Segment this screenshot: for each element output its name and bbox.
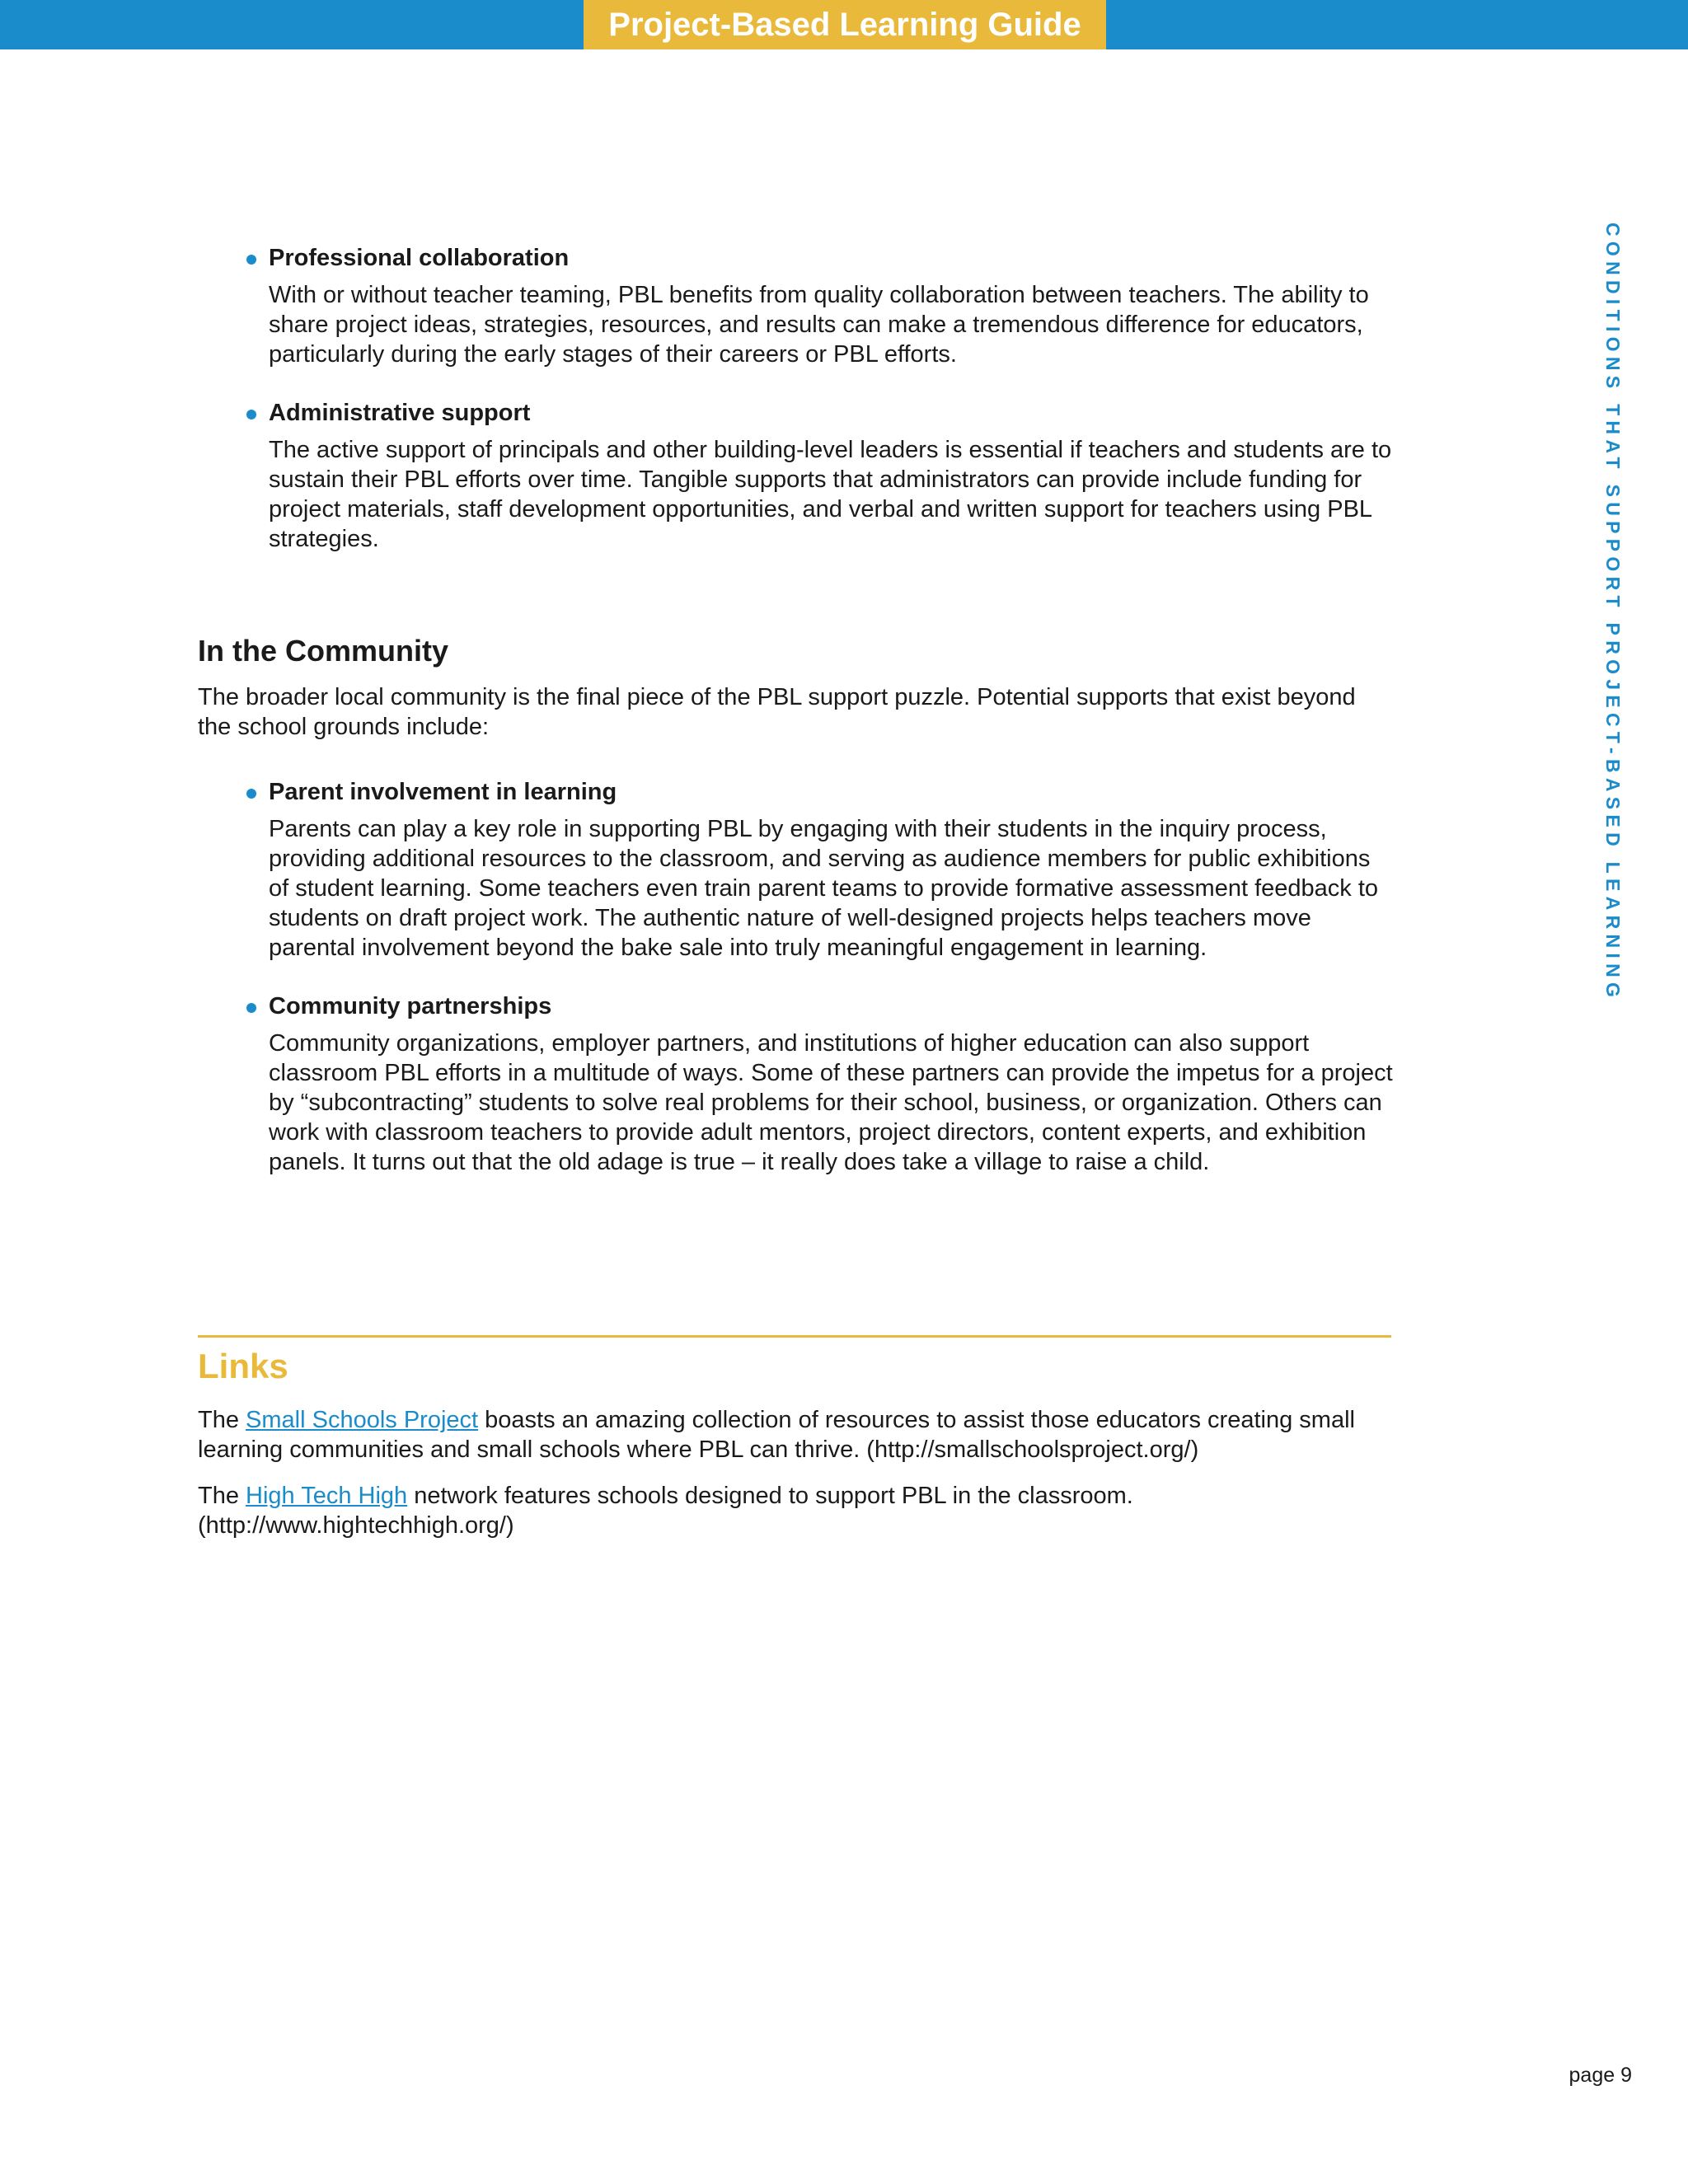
bullet-body: With or without teacher teaming, PBL benefits from quality collaboration between teachers. The ability to share project ideas, strategies, resources, and results can make a tremendous difference for educators, particularly during the early stages of their careers or PBL efforts. (269, 282, 1369, 368)
main-content (198, 241, 1393, 1557)
section-heading-community: In the Community (198, 634, 448, 668)
link-paragraph-small-schools (198, 1405, 1393, 1465)
page-title: Project-Based Learning Guide (584, 0, 1106, 49)
link-paragraph-high-tech-high (198, 1481, 1393, 1540)
bullet-list-community (198, 775, 1393, 1177)
bullet-title: Professional collaboration (269, 245, 570, 271)
links-divider (198, 1335, 1391, 1338)
bullet-dot (246, 1003, 256, 1013)
bullet-body: Community organizations, employer partners, and institutions of higher education can also support classroom PBL efforts in a multitude of ways. Some of these partners can provide the impetus for a project by “subcontracting” students to solve real problems for their school, business, or organization. Others can work with classroom teachers to provide adult mentors, project directors, content experts, and exhibition panels. It turns out that the old adage is true – it really does take a village to raise a child. (269, 1030, 1393, 1175)
link-suffix: network features schools designed to support PBL in the classroom. (http://www.hightechhigh.org/) (198, 1483, 1133, 1539)
bullet-dot (246, 255, 256, 265)
bullet-dot (246, 410, 256, 419)
side-section-title: CONDITIONS THAT SUPPORT PROJECT-BASED LEARNING (1602, 223, 1624, 1003)
bullet-title: Parent involvement in learning (269, 779, 617, 805)
link-prefix: The (198, 1483, 246, 1509)
page-number: page 9 (1568, 2064, 1632, 2087)
bullet-community-partnerships (269, 989, 1393, 1177)
bullet-administrative-support (269, 396, 1393, 554)
bullet-body: The active support of principals and other building-level leaders is essential if teachers and students are to sustain their PBL efforts over time. Tangible supports that administrators can provide include funding for project materials, staff development opportunities, and verbal and written support for teachers using PBL strategies. (269, 437, 1392, 552)
bullet-list-top (198, 241, 1393, 554)
bullet-title: Administrative support (269, 400, 531, 426)
community-intro: The broader local community is the final piece of the PBL support puzzle. Potential supports that exist beyond the school grounds include: (198, 684, 1356, 740)
high-tech-high-link[interactable]: High Tech High (246, 1483, 408, 1509)
bullet-parent-involvement (269, 775, 1393, 963)
bullet-title: Community partnerships (269, 993, 552, 1019)
links-heading: Links (198, 1347, 288, 1385)
small-schools-project-link[interactable]: Small Schools Project (246, 1407, 479, 1433)
bullet-body: Parents can play a key role in supporting PBL by engaging with their students in the inquiry process, providing additional resources to the classroom, and serving as audience members for public exhibitions of student learning. Some teachers even train parent teams to provide formative assessment feedback to students on draft project work. The authentic nature of well-designed projects helps teachers move parental involvement beyond the bake sale into truly meaningful engagement in learning. (269, 816, 1379, 961)
link-prefix: The (198, 1407, 246, 1433)
link-suffix: boasts an amazing collection of resources to assist those educators creating small learning communities and small schools where PBL can thrive. (http://smallschoolsproject.org/) (198, 1407, 1355, 1463)
bullet-dot (246, 789, 256, 799)
bullet-professional-collaboration (269, 241, 1393, 369)
